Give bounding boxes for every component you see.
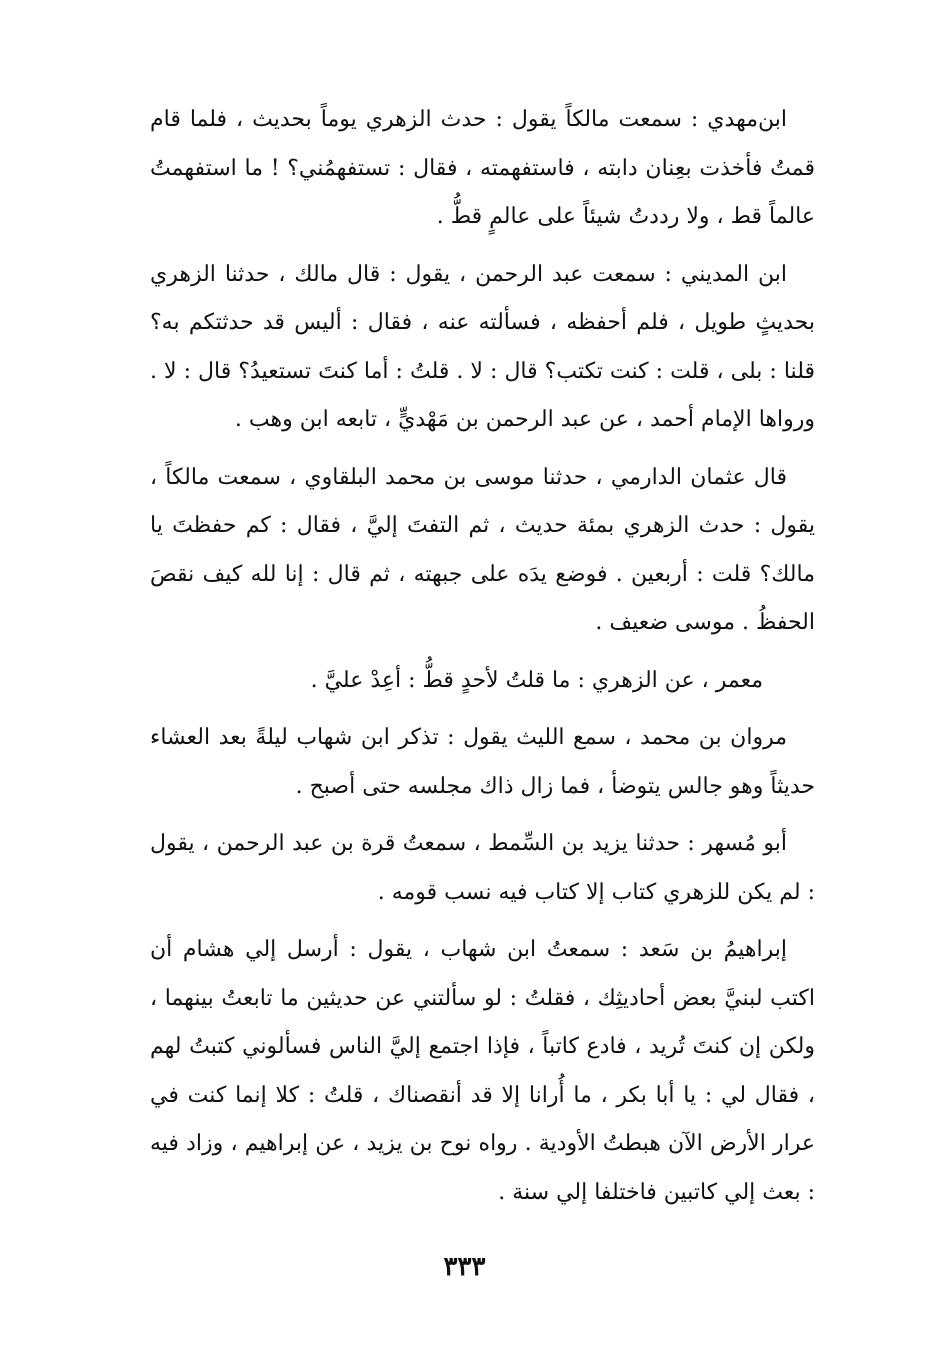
paragraph-2: ابن المديني : سمعت عبد الرحمن ، يقول : قال مالك ، حدثنا الزهري بحديثٍ طويل ، فلم أحفظه ، فسألته عنه ، فقال : أليس قد حدثتكم به؟ قلنا : بلى ، قلت : كنت تكتب؟ قال : لا . قلتُ : أما كنتَ تستعيدُ؟ قال : لا . ورواها الإمام أحمد ، عن عبد الرحمن بن مَهْديٍّ ، تابعه ابن وهب .	[150, 261, 815, 432]
paragraph-7: إبراهيمُ بن سَعد : سمعتُ ابن شهاب ، يقول : أرسل إلي هشام أن اكتب لبنيَّ بعض أحاديثِك ، فقلتُ : لو سألتني عن حديثين ما تابعتُ بينهما ، ولكن إن كنتَ تُريد ، فادع كاتباً ، فإذا اجتمع إليَّ الناس فسألوني كتبتُ لهم ، فقال لي : يا أبا بكر ، ما أُرانا إلا قد أنقصناك ، قلتُ : كلا إنما كنت في عرار الأرض الآن هبطتُ الأودية . رواه نوح بن يزيد ، عن إبراهيم ، وزاد فيه : بعث إلي كاتبين فاختلفا إلي سنة .	[150, 937, 815, 1205]
paragraph-5: مروان بن محمد ، سمع الليث يقول : تذكر ابن شهاب ليلةً بعد العشاء حديثاً وهو جالس يتوضأ ، فما زال ذاك مجلسه حتى أصبح .	[150, 725, 815, 799]
paragraph-4: معمر ، عن الزهري : ما قلتُ لأحدٍ قطُّ : أعِدْ عليَّ .	[310, 667, 763, 693]
paragraph-1: ابن‌مهدي : سمعت مالكاً يقول : حدث الزهري يوماً بحديث ، فلما قام قمتُ فأخذت بعِنان دابته ، فاستفهمته ، فقال : تستفهمُني؟ ! ما استفهمتُ عالماً قط ، ولا رددتُ شيئاً على عالمٍ قطُّ .	[150, 107, 815, 229]
text-body	[150, 96, 815, 1226]
paragraph-3: قال عثمان الدارمي ، حدثنا موسى بن محمد البلقاوي ، سمعت مالكاً ، يقول : حدث الزهري بمئة حديث ، ثم التفتَ إليَّ ، فقال : كم حفظتَ يا مالك؟ قلت : أربعين . فوضع يدَه على جبهته ، ثم قال : إنا لله كيف نقصَ الحفظُ . موسى ضعيف .	[150, 464, 815, 635]
paragraph-6: أبو مُسهر : حدثنا يزيد بن السِّمط ، سمعتُ قرة بن عبد الرحمن ، يقول : لم يكن للزهري كتاب إلا كتاب فيه نسب قومه .	[150, 831, 815, 905]
page-number: ٣٣٣	[443, 1252, 486, 1282]
